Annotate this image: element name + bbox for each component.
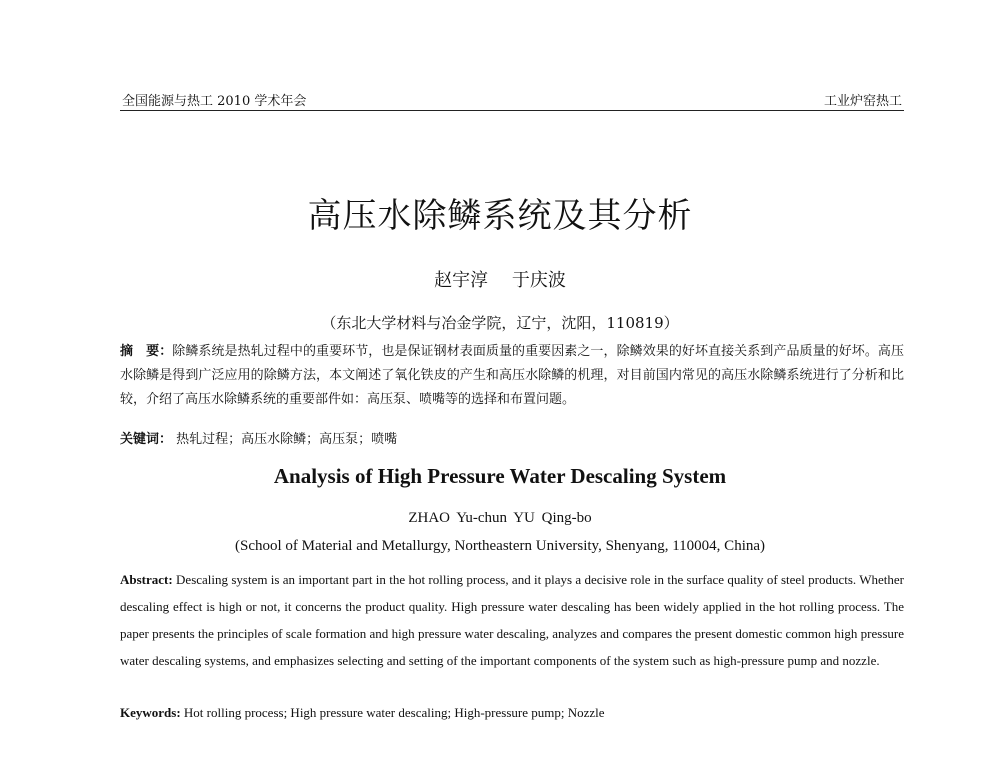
header-conference: 全国能源与热工 2010 学术年会 [122, 94, 307, 109]
paper-title-en: Analysis of High Pressure Water Descaling System [273, 464, 727, 488]
affiliation-cn: （东北大学材料与冶金学院，辽宁，沈阳，110819） [321, 314, 679, 332]
authors-en: ZHAO Yu-chun YU Qing-bo [408, 510, 592, 526]
abstract-cn [120, 340, 904, 412]
running-header [120, 88, 904, 111]
abstract-en [120, 566, 904, 674]
authors-cn: 赵宇淳 于庆波 [434, 270, 566, 291]
affiliation-en: (School of Material and Metallurgy, Northeastern University, Shenyang, 110004, China) [234, 538, 766, 554]
keywords-cn [120, 428, 397, 447]
keywords-cn-label: 关键词： [120, 432, 173, 447]
keywords-en-label: Keywords: [120, 705, 181, 720]
keywords-en [120, 705, 904, 721]
abstract-en-label: Abstract: [120, 572, 173, 587]
abstract-cn-text: 除鳞系统是热轧过程中的重要环节，也是保证钢材表面质量的重要因素之一，除鳞效果的好坏直接关系到产品质量的好坏。高压水除鳞是得到广泛应用的除鳞方法，本文阐述了氧化铁皮的产生和高压水除鳞的机理，对目前国内常见的高压水除鳞系统进行了分析和比较，介绍了高压水除鳞系统的重要部件如：高压泵、喷嘴等的选择和布置问题。 [120, 344, 904, 407]
abstract-cn-label: 摘 要： [120, 344, 173, 359]
paper-title-cn: 高压水除鳞系统及其分析 [307, 196, 693, 236]
abstract-en-text: Descaling system is an important part in the hot rolling process, and it plays a decisive role in the surface quality of steel products. Whether descaling effect is high or not, it concerns the product quality. High pressure water descaling has been widely applied in the hot rolling process. The paper presents the principles of scale formation and high pressure water descaling, analyzes and compares the present domestic common high pressure water descaling systems, and emphasizes selecting and setting of the important components of the system such as high-pressure pump and nozzle. [120, 572, 904, 668]
keywords-en-text: Hot rolling process; High pressure water descaling; High-pressure pump; Nozzle [183, 705, 605, 720]
header-section: 工业炉窑热工 [823, 94, 902, 109]
keywords-cn-text: 热轧过程；高压水除鳞；高压泵；喷嘴 [176, 432, 398, 447]
